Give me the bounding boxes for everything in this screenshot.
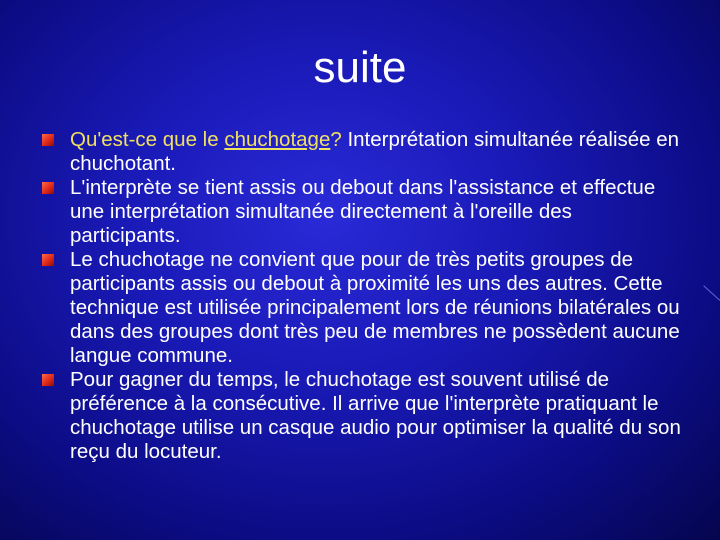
slide-title: suite: [313, 43, 407, 92]
bullet-item: [42, 128, 682, 176]
question-text: Qu'est-ce que le: [70, 128, 225, 151]
bullet-item: [42, 176, 682, 248]
bullet-item: [42, 368, 682, 464]
chuchotage-link[interactable]: chuchotage: [224, 128, 331, 151]
bullet-square-icon: [42, 134, 54, 146]
bullet-text: Pour gagner du temps, le chuchotage est souvent utilisé de préférence à la consécutive. Il arrive que l'interprète pratiquant le chuchotage utilise un casque audio pour optimiser la qualité du son reçu du locuteur.: [70, 368, 681, 463]
bullet-text: Le chuchotage ne convient que pour de très petits groupes de participants assis ou debout à proximité les uns des autres. Cette technique est utilisée principalement lors de réunions bilatérales ou dans des groupes dont très peu de membres ne possèdent aucune langue commune.: [70, 248, 680, 367]
decorative-line: [703, 285, 720, 300]
bullet-text: Interprétation simultanée réalisée en chuchotant.: [70, 128, 680, 175]
bullet-square-icon: [42, 254, 54, 266]
bullet-text: L'interprète se tient assis ou debout dans l'assistance et effectue une interprétation simultanée directement à l'oreille des participants.: [70, 176, 656, 247]
bullet-item: [42, 248, 682, 368]
bullet-square-icon: [42, 182, 54, 194]
question-mark: ?: [330, 128, 342, 151]
bullet-list: [42, 128, 682, 464]
bullet-square-icon: [42, 374, 54, 386]
